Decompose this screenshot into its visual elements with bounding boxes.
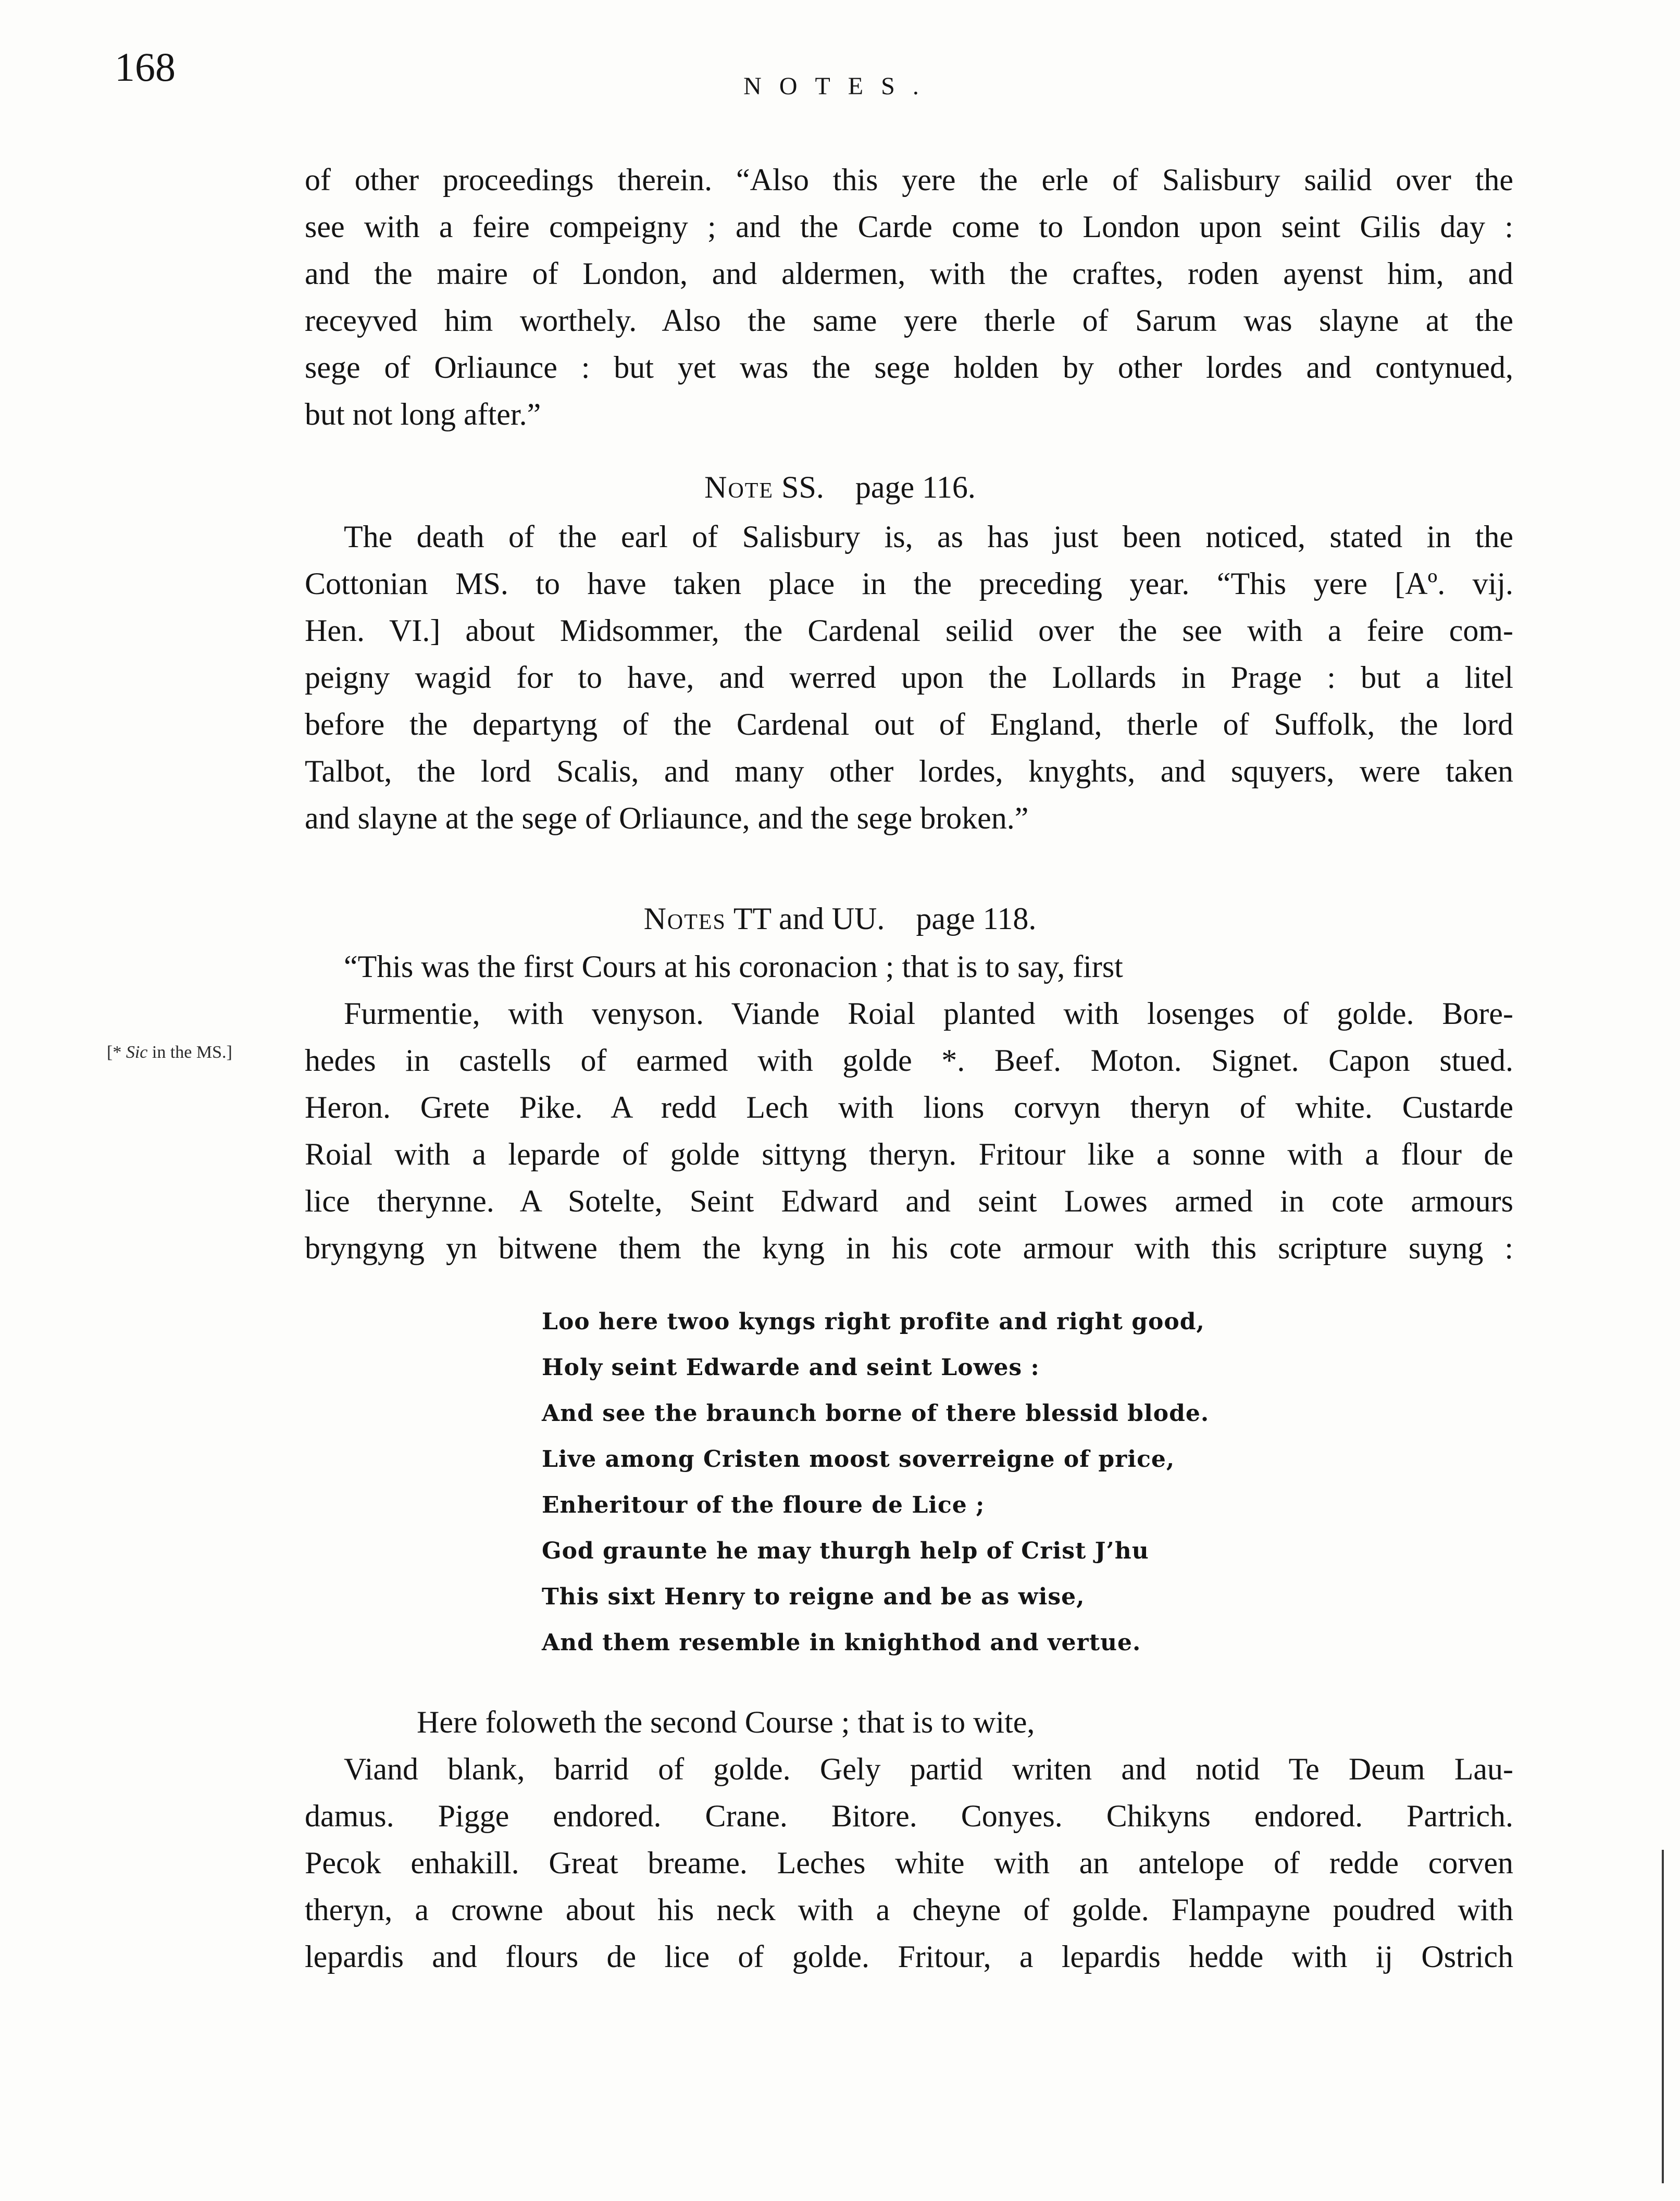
text-line: receyved him worthely. Also the same yere therle of Sarum was slayne at the (305, 303, 1513, 338)
verse-line: God graunte he may thurgh help of Crist J’hu (542, 1538, 1149, 1564)
text-line: and slayne at the sege of Orliaunce, and the sege broken.” (305, 801, 1029, 835)
note-page-ref: page 118. (916, 901, 1037, 936)
text-line: of other proceedings therein. “Also this yere the erle of Salisbury sailid over the (305, 163, 1513, 197)
text-line: Talbot, the lord Scalis, and many other lordes, knyghts, and squyers, were taken (305, 754, 1513, 788)
note-ss-heading (0, 464, 1680, 511)
note-ss-paragraph (305, 513, 1513, 842)
text-line: lepardis and flours de lice of golde. Fritour, a lepardis hedde with ij Ostrich (305, 1939, 1513, 1974)
intro-paragraph (305, 156, 1513, 438)
verse-line: Enheritour of the floure de Lice ; (542, 1492, 985, 1518)
text-line: Roial with a leparde of golde sittyng theryn. Fritour like a sonne with a flour de (305, 1137, 1513, 1171)
marginal-note (107, 1041, 258, 1064)
running-head: NOTES. (743, 72, 937, 100)
text-line: “This was the first Cours at his coronacion ; that is to say, first (344, 949, 1123, 984)
note-id: SS. (781, 470, 824, 504)
text-line: lice therynne. A Sotelte, Seint Edward and seint Lowes armed in cote armours (305, 1184, 1513, 1218)
note-page-ref: page 116. (855, 470, 976, 504)
first-course-paragraph (305, 943, 1513, 1271)
note-label: Notes (643, 901, 726, 936)
sidenote-sic: Sic (126, 1043, 148, 1062)
verse-line: Holy seint Edwarde and seint Lowes : (542, 1354, 1040, 1381)
text-line: and the maire of London, and aldermen, with the craftes, roden ayenst him, and (305, 256, 1513, 291)
text-line: bryngyng yn bitwene them the kyng in his cote armour with this scripture suyng : (305, 1231, 1513, 1265)
text-line: Here foloweth the second Course ; that is to wite, (417, 1705, 1035, 1739)
scan-edge-rule (1662, 1850, 1664, 2183)
notes-tt-uu-heading (0, 895, 1680, 942)
text-line: Hen. VI.] about Midsommer, the Cardenal seilid over the see with a feire com- (305, 613, 1513, 648)
verse-line: And see the braunch borne of there blessid blode. (542, 1400, 1210, 1427)
text-line: but not long after.” (305, 397, 541, 431)
text-line: damus. Pigge endored. Crane. Bitore. Conyes. Chikyns endored. Partrich. (305, 1799, 1513, 1833)
verse-line: This sixt Henry to reigne and be as wise, (542, 1584, 1085, 1610)
sidenote-rest: in the MS.] (147, 1043, 232, 1062)
text-line: Heron. Grete Pike. A redd Lech with lions corvyn theryn of white. Custarde (305, 1090, 1513, 1124)
blackletter-verse (542, 1299, 1209, 1666)
text-line: peigny wagid for to have, and werred upon the Lollards in Prage : but a litel (305, 660, 1513, 695)
verse-line: Live among Cristen moost soverreigne of price, (542, 1446, 1175, 1473)
text-line: theryn, a crowne about his neck with a cheyne of golde. Flampayne poudred with (305, 1893, 1513, 1927)
text-line: The death of the earl of Salisbury is, as has just been noticed, stated in the (344, 520, 1513, 554)
note-label: Note (704, 470, 774, 504)
second-course-paragraph (305, 1699, 1513, 1980)
sidenote-marker: [* (107, 1043, 126, 1062)
text-line: Cottonian MS. to have taken place in the preceding year. “This yere [Aº. vij. (305, 566, 1513, 601)
verse-line: And them resemble in knighthod and vertue. (542, 1629, 1141, 1656)
page-number: 168 (115, 44, 176, 90)
verse-line: Loo here twoo kyngs right profite and right good, (542, 1308, 1205, 1335)
text-line: before the departyng of the Cardenal out of England, therle of Suffolk, the lord (305, 707, 1513, 741)
text-line: hedes in castells of earmed with golde *. Beef. Moton. Signet. Capon stued. (305, 1043, 1513, 1078)
text-line: see with a feire compeigny ; and the Carde come to London upon seint Gilis day : (305, 209, 1513, 244)
text-line: sege of Orliaunce : but yet was the sege holden by other lordes and contynued, (305, 350, 1513, 385)
text-line: Furmentie, with venyson. Viande Roial planted with losenges of golde. Bore- (344, 996, 1513, 1031)
note-id: TT and UU. (733, 901, 885, 936)
text-line: Viand blank, barrid of golde. Gely partid writen and notid Te Deum Lau- (344, 1752, 1513, 1786)
text-line: Pecok enhakill. Great breame. Leches white with an antelope of redde corven (305, 1846, 1513, 1880)
